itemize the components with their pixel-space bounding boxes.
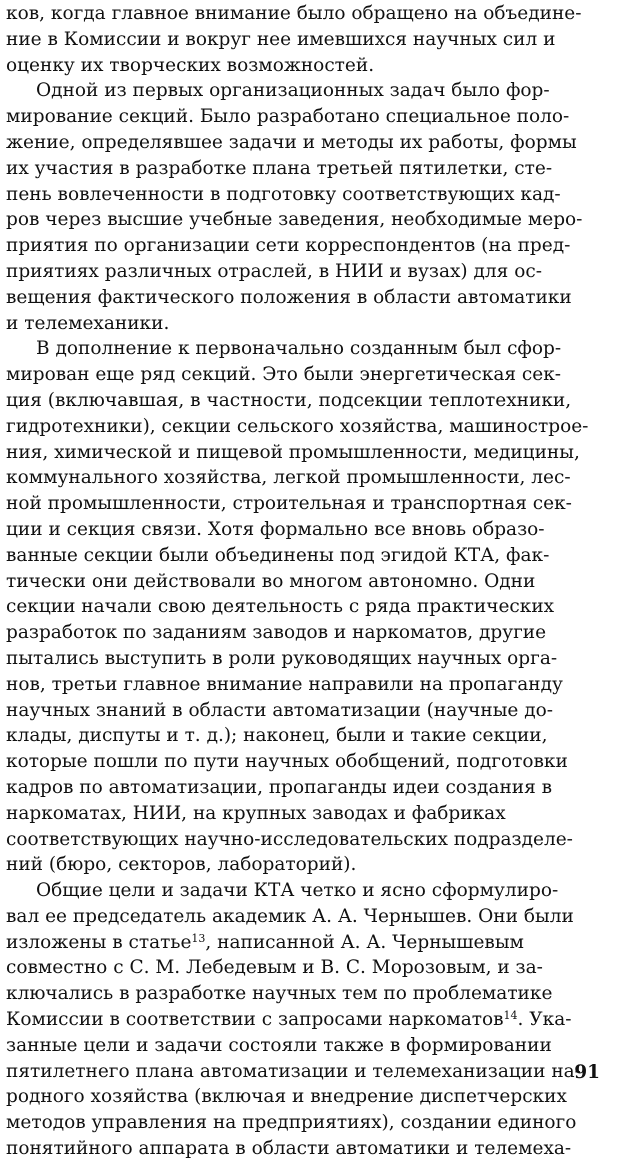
line-text: ков, когда главное внимание было обращено на объедине- xyxy=(6,3,582,24)
line-text: которые пошли по пути научных обобщений, подготовки xyxy=(6,751,568,773)
line-text: разработок по заданиям заводов и наркоматов, другие xyxy=(6,622,547,644)
text-line xyxy=(6,78,614,104)
line-text: оценку их творческих возможностей. xyxy=(6,54,375,76)
line-text: ции и секция связи. Хотя формально все вновь образо- xyxy=(6,518,545,540)
text-line xyxy=(6,233,614,259)
line-text: жение, определявшее задачи и методы их работы, формы xyxy=(6,131,577,153)
line-text: гидротехники), секции сельского хозяйства, машинострое- xyxy=(6,415,589,437)
line-text: понятийного аппарата в области автоматики и телемеха- xyxy=(6,1138,572,1160)
line-text: Комиссии в соответствии с запросами наркоматов xyxy=(6,1009,504,1031)
line-text: занные цели и задачи состояли также в формировании xyxy=(6,1034,552,1056)
line-text: приятиях различных отраслей, в НИИ и вузах) для ос- xyxy=(6,260,542,282)
text-line xyxy=(6,1007,614,1033)
text-line xyxy=(6,104,614,130)
line-text: совместно с С. М. Лебедевым и В. С. Морозовым, и за- xyxy=(6,957,543,979)
text-line xyxy=(6,930,614,956)
text-line xyxy=(6,207,614,233)
text-line xyxy=(6,878,614,904)
text-line xyxy=(6,620,614,646)
line-text: Одной из первых организационных задач было фор- xyxy=(36,80,550,102)
line-text: их участия в разработке плана третьей пятилетки, сте- xyxy=(6,157,553,179)
text-line xyxy=(6,336,614,362)
line-text: ванные секции были объединены под эгидой КТА, фак- xyxy=(6,544,550,566)
text-line xyxy=(6,285,614,311)
footnote-marker: 14 xyxy=(503,1009,518,1023)
text-line xyxy=(6,801,614,827)
text-line xyxy=(6,852,614,878)
text-line xyxy=(6,27,614,53)
line-text: ключались в разработке научных тем по проблематике xyxy=(6,983,553,1005)
line-text: и телемеханики. xyxy=(6,312,170,334)
text-line xyxy=(6,440,614,466)
text-line xyxy=(6,1059,614,1085)
line-text: секции начали свою деятельность с ряда практических xyxy=(6,596,555,618)
body-text xyxy=(6,1,614,1162)
text-line xyxy=(6,311,614,337)
line-text-continuation: , написанной А. А. Чернышевым xyxy=(205,931,524,953)
text-line xyxy=(6,1110,614,1136)
text-line xyxy=(6,672,614,698)
line-text: нов, третьи главное внимание направили на пропаганду xyxy=(6,673,563,695)
line-text: вал ее председатель академик А. А. Чернышев. Они были xyxy=(6,905,574,927)
text-line xyxy=(6,594,614,620)
line-text-continuation: . Ука- xyxy=(517,1009,572,1031)
line-text: ние в Комиссии и вокруг нее имевшихся научных сил и xyxy=(6,28,556,50)
line-text: ния, химической и пищевой промышленности, медицины, xyxy=(6,441,580,463)
line-text: кадров по автоматизации, пропаганды идеи создания в xyxy=(6,776,553,798)
text-line xyxy=(6,1084,614,1110)
text-line xyxy=(6,981,614,1007)
line-text: методов управления на предприятиях), создании единого xyxy=(6,1112,577,1134)
text-line xyxy=(6,259,614,285)
text-line xyxy=(6,723,614,749)
line-text: родного хозяйства (включая и внедрение диспетчерских xyxy=(6,1086,567,1108)
text-line xyxy=(6,827,614,853)
line-text: пень вовлеченности в подготовку соответствующих кад- xyxy=(6,183,561,205)
text-line xyxy=(6,1136,614,1162)
line-text: вещения фактического положения в области автоматики xyxy=(6,286,572,308)
text-line xyxy=(6,543,614,569)
line-text: ция (включавшая, в частности, подсекции теплотехники, xyxy=(6,389,572,411)
text-line xyxy=(6,775,614,801)
text-line xyxy=(6,955,614,981)
text-line xyxy=(6,904,614,930)
text-line xyxy=(6,1033,614,1059)
line-text: тически они действовали во многом автономно. Одни xyxy=(6,570,536,592)
line-text: ной промышленности, строительная и транспортная сек- xyxy=(6,493,572,515)
line-text: ров через высшие учебные заведения, необходимые меро- xyxy=(6,209,583,231)
footnote-marker: 13 xyxy=(191,931,206,945)
line-text: пятилетнего плана автоматизации и телемеханизации на- xyxy=(6,1060,581,1082)
text-line xyxy=(6,517,614,543)
text-line xyxy=(6,1,614,27)
text-line xyxy=(6,362,614,388)
line-text: научных знаний в области автоматизации (научные до- xyxy=(6,699,554,721)
text-line xyxy=(6,388,614,414)
line-text: пытались выступить в роли руководящих научных орга- xyxy=(6,647,558,669)
text-line xyxy=(6,182,614,208)
text-line xyxy=(6,646,614,672)
text-line xyxy=(6,569,614,595)
text-line xyxy=(6,465,614,491)
text-line xyxy=(6,698,614,724)
line-text: Общие цели и задачи КТА четко и ясно сформулиро- xyxy=(36,880,559,902)
line-text: коммунального хозяйства, легкой промышленности, лес- xyxy=(6,467,571,489)
line-text: соответствующих научно-исследовательских подразделе- xyxy=(6,828,573,850)
text-line xyxy=(6,749,614,775)
text-line xyxy=(6,130,614,156)
line-text: ний (бюро, секторов, лабораторий). xyxy=(6,854,357,876)
line-text: мирован еще ряд секций. Это были энергетическая сек- xyxy=(6,364,562,386)
text-line xyxy=(6,414,614,440)
line-text: мирование секций. Было разработано специальное поло- xyxy=(6,106,570,128)
line-text: В дополнение к первоначально созданным был сфор- xyxy=(36,338,562,360)
text-line xyxy=(6,156,614,182)
line-text: приятия по организации сети корреспондентов (на пред- xyxy=(6,235,571,257)
line-text: клады, диспуты и т. д.); наконец, были и такие секции, xyxy=(6,725,548,747)
text-line xyxy=(6,53,614,79)
page-number: 91 xyxy=(574,1062,600,1083)
text-line xyxy=(6,491,614,517)
line-text: наркоматах, НИИ, на крупных заводах и фабриках xyxy=(6,802,506,824)
line-text: изложены в статье xyxy=(6,931,192,953)
